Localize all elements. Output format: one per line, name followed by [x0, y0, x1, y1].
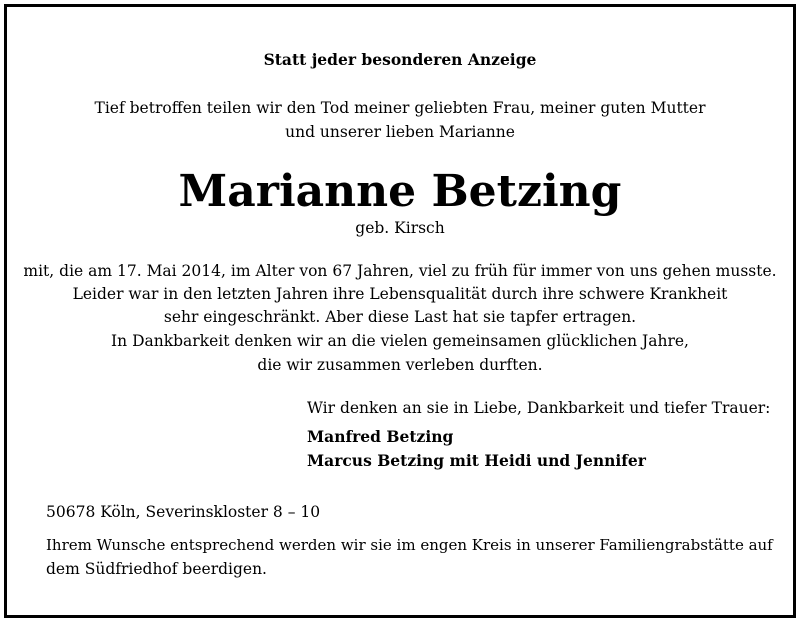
- header-line: Statt jeder besonderen Anzeige: [263, 50, 537, 69]
- deceased-name: Marianne Betzing: [178, 166, 622, 217]
- intro-line-1: Tief betroffen teilen wir den Tod meiner geliebten Frau, meiner guten Mutter: [94, 99, 706, 117]
- maiden-name: geb. Kirsch: [355, 219, 445, 237]
- closing-line: Wir denken an sie in Liebe, Dankbarkeit und tiefer Trauer:: [307, 399, 771, 417]
- notice-line-1: Ihrem Wunsche entsprechend werden wir sie im engen Kreis in unserer Familiengrabstätte auf: [46, 536, 773, 554]
- body-line-5: die wir zusammen verleben durften.: [257, 356, 543, 374]
- address-line: 50678 Köln, Severinskloster 8 – 10: [46, 503, 321, 521]
- mourner-1: Manfred Betzing: [307, 427, 454, 446]
- body-line-2: Leider war in den letzten Jahren ihre Lebensqualität durch ihre schwere Krankheit: [72, 285, 728, 303]
- notice-line-2: dem Südfriedhof beerdigen.: [46, 560, 267, 578]
- body-line-3: sehr eingeschränkt. Aber diese Last hat sie tapfer ertragen.: [163, 308, 637, 326]
- body-line-4: In Dankbarkeit denken wir an die vielen gemeinsamen glücklichen Jahre,: [111, 332, 689, 350]
- mourner-2: Marcus Betzing mit Heidi und Jennifer: [307, 451, 646, 470]
- body-line-1: mit, die am 17. Mai 2014, im Alter von 67 Jahren, viel zu früh für immer von uns gehen musste.: [23, 262, 777, 280]
- intro-line-2: und unserer lieben Marianne: [285, 123, 515, 141]
